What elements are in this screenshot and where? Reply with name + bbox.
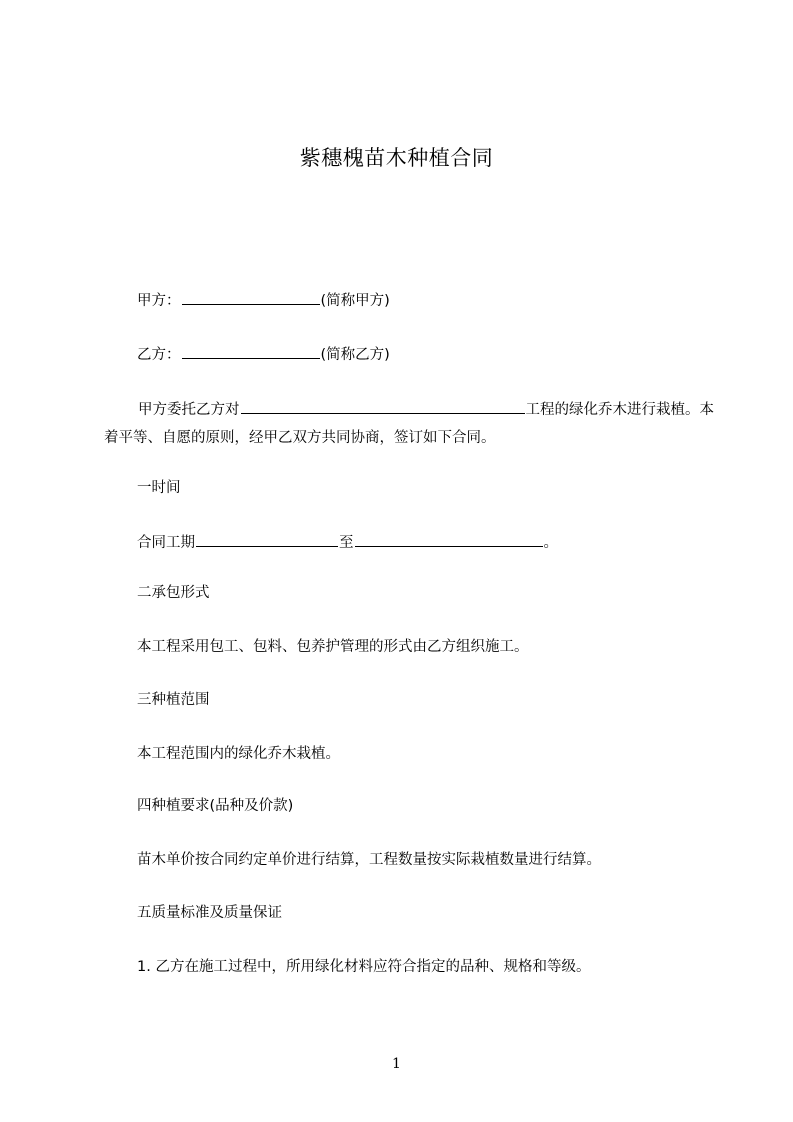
party-b-label: 乙方：: [137, 347, 181, 363]
intro-prefix: 甲方委托乙方对: [138, 402, 240, 418]
document-title: 紫穗槐苗木种植合同: [299, 146, 494, 170]
section-3-heading: 三种植范围: [137, 692, 210, 708]
term-line: [137, 532, 558, 553]
party-a-line: [137, 290, 390, 311]
section-2-body: 本工程采用包工、包料、包养护管理的形式由乙方组织施工。: [137, 639, 529, 655]
section-4-body: 苗木单价按合同约定单价进行结算，工程数量按实际栽植数量进行结算。: [137, 852, 601, 868]
section-2-heading: 二承包形式: [137, 585, 210, 601]
term-middle: 至: [339, 535, 354, 551]
intro-suffix: 工程的绿化乔木进行栽植。本着平等、自愿的原则，经甲乙双方共同协商，签订如下合同。: [104, 402, 714, 446]
section-5-heading: 五质量标准及质量保证: [137, 905, 282, 921]
party-a-label: 甲方：: [137, 293, 181, 309]
end-date-blank: [355, 532, 543, 547]
party-b-line: [137, 344, 390, 365]
project-name-blank: [241, 399, 525, 414]
start-date-blank: [196, 532, 338, 547]
term-end: 。: [543, 535, 558, 551]
party-b-blank: [182, 344, 320, 359]
section-1-heading: 一时间: [137, 480, 181, 496]
section-5-item-1: 1. 乙方在施工过程中，所用绿化材料应符合指定的品种、规格和等级。: [137, 959, 591, 975]
page-number: 1: [392, 1056, 401, 1072]
intro-paragraph: [104, 396, 714, 452]
section-3-body: 本工程范围内的绿化乔木栽植。: [137, 746, 340, 762]
party-a-suffix: (简称甲方): [320, 293, 390, 309]
term-prefix: 合同工期: [137, 535, 195, 551]
party-b-suffix: (简称乙方): [320, 347, 390, 363]
section-4-heading: 四种植要求(品种及价款): [137, 798, 294, 814]
party-a-blank: [182, 290, 320, 305]
